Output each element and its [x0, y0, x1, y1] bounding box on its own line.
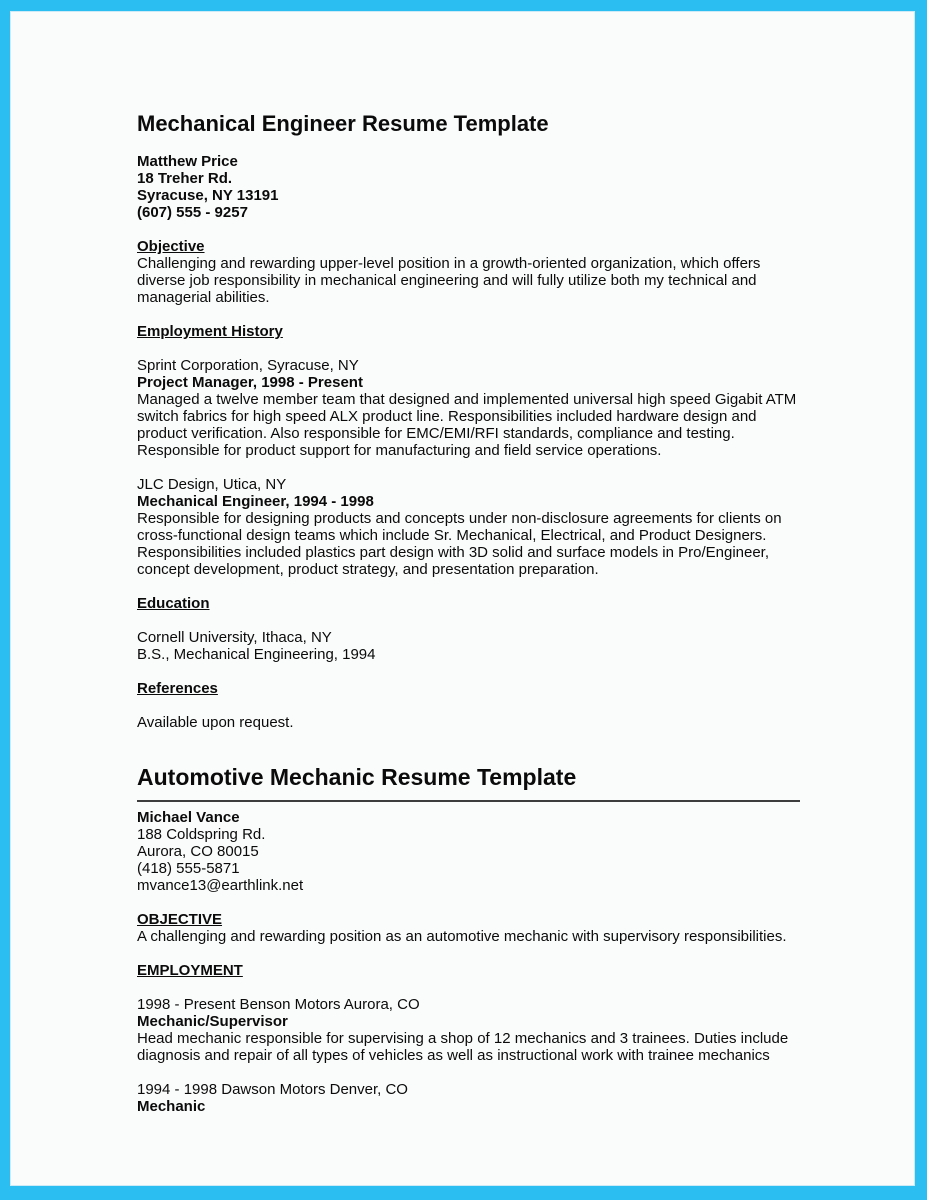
job-company: Sprint Corporation, Syracuse, NY — [137, 357, 359, 374]
resume2-job-2 — [137, 1081, 800, 1115]
education-degree: B.S., Mechanical Engineering, 1994 — [137, 646, 376, 663]
resume1-education-heading: Education — [137, 595, 210, 612]
resume1-objective-text: Challenging and rewarding upper-level position in a growth-oriented organization, which offers diverse job responsibility in mechanical engineering and will fully utilize both my technical and managerial abilities. — [137, 255, 761, 306]
resume1-references-heading: References — [137, 680, 218, 697]
resume1-contact-block — [137, 153, 800, 221]
resume1-references-text: Available upon request. — [137, 714, 294, 731]
job-company: 1994 - 1998 Dawson Motors Denver, CO — [137, 1081, 408, 1098]
resume1-contact-name: Matthew Price — [137, 153, 238, 170]
document-page — [10, 11, 915, 1186]
job-title: Mechanic/Supervisor — [137, 1013, 288, 1030]
job-description: Responsible for designing products and concepts under non-disclosure agreements for clients on cross-functional design teams which include Sr. Mechanical, Electrical, and Product Designers. Responsibilities included plastics part design with 3D solid and surface models in Pro/Engineer, concept development, product strategy, and presentation preparation. — [137, 510, 782, 578]
resume2-title: Automotive Mechanic Resume Template — [137, 764, 577, 790]
job-company: JLC Design, Utica, NY — [137, 476, 287, 493]
job-title: Project Manager, 1998 - Present — [137, 374, 363, 391]
resume1-job-1 — [137, 357, 800, 459]
resume2-employment-heading: EMPLOYMENT — [137, 962, 243, 979]
resume2-contact-city: Aurora, CO 80015 — [137, 843, 259, 860]
resume2-contact-street: 188 Coldspring Rd. — [137, 826, 266, 843]
resume1-education-block — [137, 629, 800, 663]
job-title: Mechanical Engineer, 1994 - 1998 — [137, 493, 374, 510]
resume2-contact-name: Michael Vance — [137, 809, 240, 826]
resume2-contact-phone: (418) 555-5871 — [137, 860, 240, 877]
resume1-objective-heading: Objective — [137, 238, 205, 255]
resume1-contact-street: 18 Treher Rd. — [137, 170, 233, 187]
job-description: Head mechanic responsible for supervising a shop of 12 mechanics and 3 trainees. Duties include diagnosis and repair of all types of vehicles as well as instructional work with trainee mechanics — [137, 1030, 789, 1064]
resume2-objective-section — [137, 911, 800, 945]
resume1-contact-city: Syracuse, NY 13191 — [137, 187, 279, 204]
resume2-job-1 — [137, 996, 800, 1064]
resume2-contact-block — [137, 809, 800, 894]
title-divider — [137, 800, 800, 802]
resume1-job-2 — [137, 476, 800, 578]
resume1-objective-section — [137, 238, 800, 306]
job-company: 1998 - Present Benson Motors Aurora, CO — [137, 996, 420, 1013]
resume2-objective-text: A challenging and rewarding position as an automotive mechanic with supervisory responsibilities. — [137, 928, 787, 945]
job-description: Managed a twelve member team that designed and implemented universal high speed Gigabit ATM switch fabrics for high speed ALX product line. Responsibilities included hardware design and product verification. Also responsible for EMC/EMI/RFI standards, compliance and testing. Responsible for product support for manufacturing and field service operations. — [137, 391, 797, 459]
resume-mechanical-engineer — [137, 111, 800, 731]
resume1-contact-phone: (607) 555 - 9257 — [137, 204, 248, 221]
job-title: Mechanic — [137, 1098, 206, 1115]
education-school: Cornell University, Ithaca, NY — [137, 629, 332, 646]
resume2-objective-heading: OBJECTIVE — [137, 911, 223, 928]
resume2-contact-email: mvance13@earthlink.net — [137, 877, 304, 894]
resume1-title: Mechanical Engineer Resume Template — [137, 111, 549, 136]
resume-automotive-mechanic — [137, 764, 800, 1115]
resume1-employment-heading: Employment History — [137, 323, 283, 340]
